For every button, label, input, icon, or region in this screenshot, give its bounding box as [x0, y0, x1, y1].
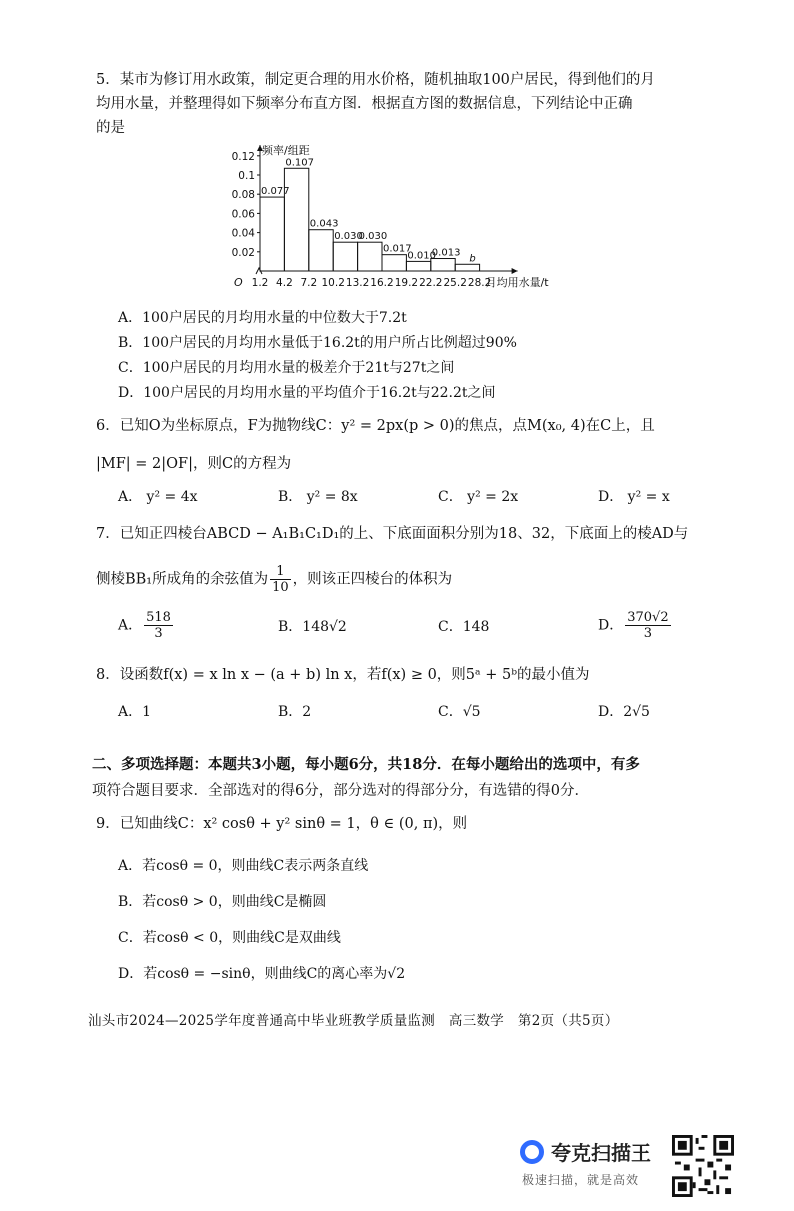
- y-axis-label: 频率/组距: [262, 144, 310, 157]
- q7-line-2: [96, 564, 716, 595]
- q8-option-b: B．2: [278, 704, 312, 720]
- fraction-numerator: 518: [146, 610, 171, 625]
- histogram-bar: [309, 230, 333, 271]
- q5-line-1: 5．某市为修订用水政策，制定更合理的用水价格，随机抽取100户居民，得到他们的月: [96, 72, 655, 88]
- page-footer: 汕头市2024—2025学年度普通高中毕业班教学质量监测 高三数学 第2页（共5页）: [88, 1013, 619, 1029]
- q7-option-a-fraction: [144, 610, 173, 641]
- x-tick-label: 4.2: [276, 277, 293, 289]
- q7-option-b: B．148√2: [278, 618, 347, 635]
- section-2-line-2: 项符合题目要求．全部选对的得6分，部分选对的得部分分，有选错的得0分．: [92, 783, 589, 799]
- q6-option-b: B． y² = 8x: [278, 489, 358, 505]
- q6-option-d: D． y² = x: [598, 489, 670, 505]
- section-2-line-1: 二、多项选择题：本题共3小题，每小题6分，共18分．在每小题给出的选项中，有多: [92, 756, 640, 773]
- bar-value-label: b: [469, 253, 476, 265]
- option-letter: D．: [598, 617, 624, 634]
- q7-line-1: 7．已知正四棱台ABCD − A₁B₁C₁D₁的上、下底面面积分别为18、32，下底面上的棱AD与: [96, 526, 689, 542]
- q7-fraction: [270, 564, 291, 595]
- qr-code-icon: [672, 1135, 734, 1197]
- q9-line-1: 9．已知曲线C：x² cosθ + y² sinθ = 1，θ ∈ (0, π)，则: [96, 816, 468, 832]
- q7-line-2-tail: ，则该正四棱台的体积为: [292, 571, 453, 588]
- y-tick-label: 0.12: [231, 150, 255, 163]
- histogram-bar: [333, 242, 357, 271]
- question-6: [96, 414, 716, 476]
- quark-logo-icon: [520, 1140, 544, 1164]
- y-tick-label: 0.08: [231, 189, 255, 202]
- fraction-numerator: 1: [270, 564, 291, 580]
- bar-value-label: 0.043: [309, 218, 339, 230]
- y-tick-label: 0.06: [231, 208, 255, 221]
- q7-option-c: C．148: [438, 618, 490, 635]
- histogram-bar: [382, 255, 406, 271]
- q5-option-d: D．100户居民的月均用水量的平均值介于16.2t与22.2t之间: [118, 385, 496, 401]
- q8-line-1: 8．设函数f(x) = x ln x − (a + b) ln x，若f(x) ≥ 0，则5ᵃ + 5ᵇ的最小值为: [96, 667, 590, 683]
- scanner-watermark: [520, 1137, 740, 1197]
- q7-option-d: [598, 610, 758, 641]
- question-5: [96, 68, 716, 140]
- x-tick-label: 1.2: [251, 277, 269, 289]
- q7-line-2-text: 侧棱BB₁所成角的余弦值为: [96, 571, 269, 588]
- x-axis-arrow-icon: [512, 268, 518, 274]
- q8-option-a: A．1: [118, 704, 152, 720]
- histogram-bar: [260, 197, 284, 271]
- histogram-bar: [284, 168, 308, 271]
- q6-option-c: C． y² = 2x: [438, 489, 519, 505]
- bar-value-label: 0.010: [407, 250, 437, 262]
- section-2-heading: [92, 752, 722, 804]
- fraction-denominator: 10: [272, 580, 289, 595]
- q6-line-1: 6．已知O为坐标原点，F为抛物线C：y² = 2px(p > 0)的焦点，点M(x₀, 4)在C上，且: [96, 418, 655, 434]
- origin-label: O: [234, 276, 243, 289]
- q6-line-2: |MF| = 2|OF|，则C的方程为: [96, 456, 292, 472]
- q5-line-2: 均用水量，并整理得如下频率分布直方图．根据直方图的数据信息，下列结论中正确: [96, 96, 633, 112]
- q8-options: [118, 701, 718, 721]
- x-tick-label: 13.2: [345, 277, 370, 289]
- q9-options: [118, 848, 405, 992]
- y-tick-label: 0.1: [238, 170, 255, 182]
- fraction-numerator: 370√2: [627, 610, 669, 625]
- bar-value-label: 0.013: [431, 247, 461, 259]
- q9-option-b: B．若cosθ > 0，则曲线C是椭圆: [118, 894, 327, 910]
- scanner-slogan: 极速扫描，就是高效: [522, 1173, 640, 1187]
- fraction-denominator: 3: [154, 626, 163, 641]
- bar-value-label: 0.030: [358, 231, 388, 243]
- q7-option-d-fraction: [625, 610, 670, 641]
- q5-line-3: 的是: [96, 120, 125, 136]
- q8-option-c: C．√5: [438, 704, 481, 720]
- q7-options: [118, 610, 718, 641]
- question-7: [96, 522, 716, 595]
- question-8: [96, 663, 716, 687]
- y-tick-label: 0.04: [231, 227, 255, 240]
- q5-option-b: B．100户居民的月均用水量低于16.2t的用户所占比例超过90%: [118, 335, 517, 351]
- question-9: [96, 812, 716, 836]
- fraction-denominator: 3: [643, 626, 653, 641]
- histogram-bar: [406, 261, 430, 271]
- q8-option-d: D．2√5: [598, 704, 650, 720]
- bar-value-label: 0.030: [334, 231, 363, 243]
- q5-option-a: A．100户居民的月均用水量的中位数大于7.2t: [118, 310, 407, 326]
- q9-option-c: C．若cosθ < 0，则曲线C是双曲线: [118, 930, 341, 946]
- x-tick-label: 19.2: [394, 277, 419, 289]
- y-tick-label: 0.02: [231, 246, 255, 259]
- x-tick-label: 16.2: [370, 277, 394, 289]
- q9-option-a: A．若cosθ = 0，则曲线C表示两条直线: [118, 858, 369, 874]
- histogram-bar: [358, 242, 382, 271]
- q6-options: [118, 486, 718, 506]
- x-tick-label: 10.2: [321, 277, 345, 289]
- q5-options: [118, 306, 517, 406]
- q5-option-c: C．100户居民的月均用水量的极差介于21t与27t之间: [118, 360, 455, 376]
- q6-option-a: A． y² = 4x: [118, 489, 198, 505]
- x-tick-label: 7.2: [300, 277, 318, 289]
- x-tick-label: 28.2: [467, 277, 492, 289]
- bar-value-label: 0.017: [383, 243, 412, 255]
- scanner-brand: 夸克扫描王: [551, 1141, 651, 1165]
- q7-option-a: [118, 610, 278, 641]
- x-tick-label: 25.2: [443, 277, 467, 289]
- x-axis-label: 月均用水量/t: [485, 276, 549, 289]
- frequency-histogram: [226, 143, 566, 295]
- option-letter: A．: [118, 617, 143, 634]
- scanner-logo: [520, 1137, 651, 1166]
- bar-value-label: 0.077: [261, 186, 290, 198]
- q9-option-d: D．若cosθ = −sinθ，则曲线C的离心率为√2: [118, 966, 406, 982]
- bar-value-label: 0.107: [285, 157, 315, 169]
- x-tick-label: 22.2: [419, 277, 443, 289]
- histogram-bar: [455, 264, 479, 271]
